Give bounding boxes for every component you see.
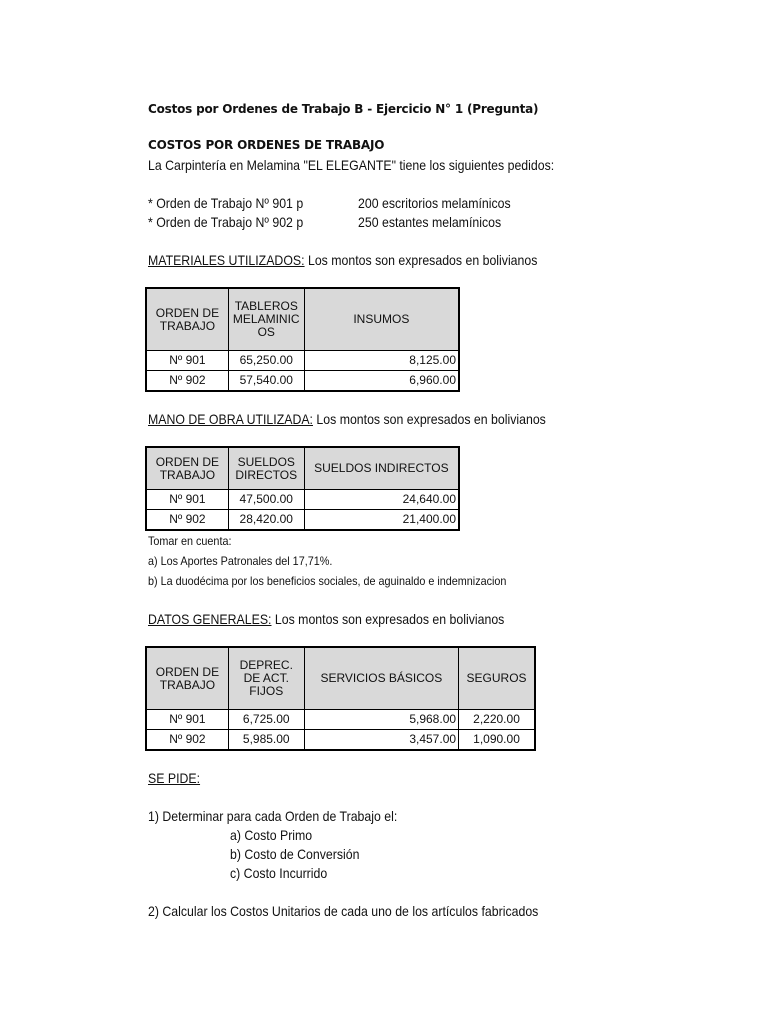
materials-note: Los montos son expresados en bolivianos bbox=[304, 252, 538, 268]
materials-heading: MATERIALES UTILIZADOS: bbox=[148, 252, 305, 268]
labor-order-901: Nº 901 bbox=[147, 490, 229, 510]
order-902-desc: 250 estantes melamínicos bbox=[358, 214, 502, 230]
request-heading: SE PIDE: bbox=[148, 770, 201, 786]
general-order-902: Nº 902 bbox=[147, 730, 229, 750]
labor-header-direct: SUELDOS DIRECTOS bbox=[228, 448, 304, 490]
general-order-901: Nº 901 bbox=[147, 710, 229, 730]
materials-heading-line bbox=[148, 252, 537, 268]
labor-note: Los montos son expresados en bolivianos bbox=[312, 411, 546, 427]
labor-indirect-901: 24,640.00 bbox=[304, 490, 458, 510]
question-1: 1) Determinar para cada Orden de Trabajo el: bbox=[148, 808, 398, 824]
order-902-label: * Orden de Trabajo Nº 902 p bbox=[148, 214, 304, 230]
question-2: 2) Calcular los Costos Unitarios de cada uno de los artículos fabricados bbox=[148, 903, 539, 919]
general-header-insurance: SEGUROS bbox=[459, 648, 535, 710]
table-row bbox=[147, 510, 459, 530]
question-1a: a) Costo Primo bbox=[230, 827, 313, 843]
general-depreciation-902: 5,985.00 bbox=[228, 730, 304, 750]
materials-header-order: ORDEN DE TRABAJO bbox=[147, 289, 229, 351]
general-table bbox=[146, 647, 535, 750]
general-header-order: ORDEN DE TRABAJO bbox=[147, 648, 229, 710]
table-row bbox=[147, 730, 535, 750]
order-901-desc: 200 escritorios melamínicos bbox=[358, 195, 511, 211]
table-row bbox=[147, 351, 459, 371]
labor-order-902: Nº 902 bbox=[147, 510, 229, 530]
general-services-902: 3,457.00 bbox=[304, 730, 458, 750]
labor-table bbox=[146, 447, 459, 530]
materials-order-902: Nº 902 bbox=[147, 371, 229, 391]
document-title: Costos por Ordenes de Trabajo B - Ejercicio N° 1 (Pregunta) bbox=[148, 102, 539, 116]
table-row bbox=[147, 490, 459, 510]
general-insurance-901: 2,220.00 bbox=[459, 710, 535, 730]
question-1c: c) Costo Incurrido bbox=[230, 865, 328, 881]
labor-direct-901: 47,500.00 bbox=[228, 490, 304, 510]
materials-order-901: Nº 901 bbox=[147, 351, 229, 371]
materials-boards-901: 65,250.00 bbox=[228, 351, 304, 371]
materials-header-supplies: INSUMOS bbox=[304, 289, 458, 351]
labor-heading: MANO DE OBRA UTILIZADA: bbox=[148, 411, 313, 427]
materials-header-boards: TABLEROS MELAMINICOS bbox=[228, 289, 304, 351]
notes-title: Tomar en cuenta: bbox=[148, 534, 232, 548]
general-insurance-902: 1,090.00 bbox=[459, 730, 535, 750]
general-heading-line bbox=[148, 611, 504, 627]
materials-supplies-901: 8,125.00 bbox=[304, 351, 458, 371]
labor-header-indirect: SUELDOS INDIRECTOS bbox=[304, 448, 458, 490]
materials-supplies-902: 6,960.00 bbox=[304, 371, 458, 391]
question-1b: b) Costo de Conversión bbox=[230, 846, 360, 862]
labor-indirect-902: 21,400.00 bbox=[304, 510, 458, 530]
order-901-label: * Orden de Trabajo Nº 901 p bbox=[148, 195, 304, 211]
general-header-services: SERVICIOS BÁSICOS bbox=[304, 648, 458, 710]
labor-heading-line bbox=[148, 411, 546, 427]
section-title: COSTOS POR ORDENES DE TRABAJO bbox=[148, 138, 385, 152]
labor-direct-902: 28,420.00 bbox=[228, 510, 304, 530]
table-row bbox=[147, 371, 459, 391]
table-row bbox=[147, 710, 535, 730]
labor-header-order: ORDEN DE TRABAJO bbox=[147, 448, 229, 490]
general-header-depreciation: DEPREC. DE ACT. FIJOS bbox=[228, 648, 304, 710]
general-heading: DATOS GENERALES: bbox=[148, 611, 272, 627]
intro-text: La Carpintería en Melamina "EL ELEGANTE" tiene los siguientes pedidos: bbox=[148, 157, 555, 173]
general-services-901: 5,968.00 bbox=[304, 710, 458, 730]
general-depreciation-901: 6,725.00 bbox=[228, 710, 304, 730]
note-b: b) La duodécima por los beneficios sociales, de aguinaldo e indemnizacion bbox=[148, 574, 507, 588]
note-a: a) Los Aportes Patronales del 17,71%. bbox=[148, 554, 333, 568]
general-note: Los montos son expresados en bolivianos bbox=[271, 611, 505, 627]
materials-table bbox=[146, 288, 459, 391]
materials-boards-902: 57,540.00 bbox=[228, 371, 304, 391]
